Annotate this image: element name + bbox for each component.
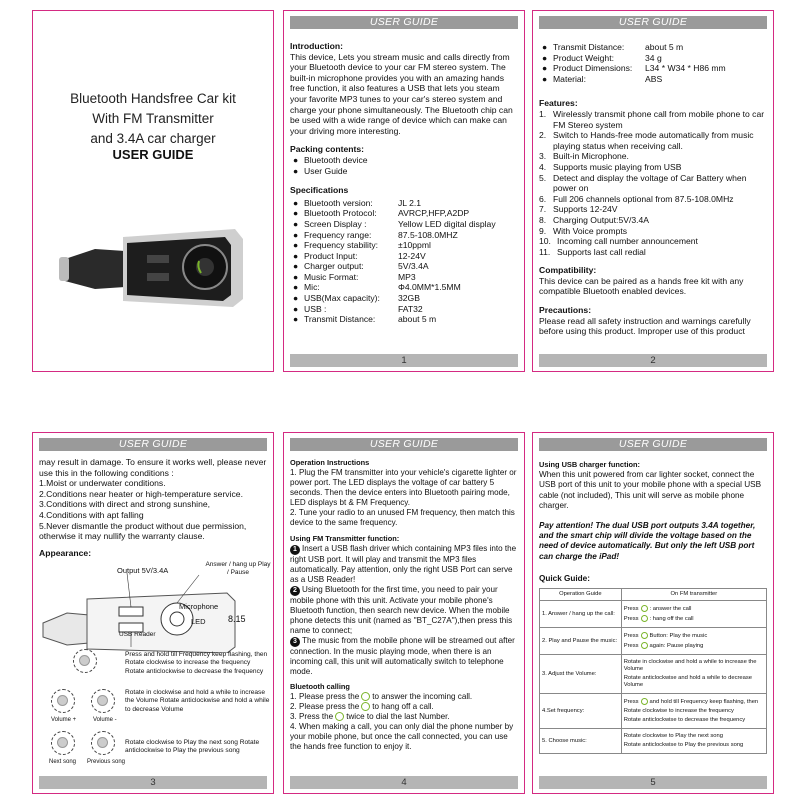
fm-item xyxy=(290,636,518,677)
features-list xyxy=(539,109,767,257)
cover-title-line-2: With FM Transmitter xyxy=(92,111,214,126)
spec-row xyxy=(290,219,518,230)
condition-line: 4.Conditions with apt falling xyxy=(39,509,144,520)
bullet-icon: ● xyxy=(293,240,299,251)
page-4-content xyxy=(290,458,518,752)
knob-volume-down-icon xyxy=(91,689,115,713)
bullet-icon: ● xyxy=(542,52,548,63)
instruction-pre: Press xyxy=(623,643,639,650)
precautions-heading: Precautions: xyxy=(539,305,592,316)
spec-value: 5V/3.4A xyxy=(398,261,429,272)
spec-key: Material: xyxy=(553,73,586,84)
packing-item-label: Bluetooth device xyxy=(304,154,368,165)
bt-line-pre: 2. Please press the xyxy=(290,702,360,711)
spec-key: Mic: xyxy=(304,282,320,293)
feature-item xyxy=(539,109,767,130)
spec-heading: Specifications xyxy=(290,185,349,196)
spec-row xyxy=(290,198,518,209)
spec-key: Product Input: xyxy=(304,250,358,261)
instruction-post: : hang off the call xyxy=(649,616,694,623)
bt-list xyxy=(290,692,518,722)
spec-value: FAT32 xyxy=(398,303,423,314)
spec-key: Product Dimensions: xyxy=(553,63,633,74)
feature-item xyxy=(539,226,767,237)
condition-line: 5.Never dismantle the product without due permission, otherwise it may nullify the warranty clause. xyxy=(39,520,247,542)
condition-line: 3.Conditions with direct and strong sunshine, xyxy=(39,499,211,510)
phone-icon xyxy=(361,692,370,701)
label-usb-reader: USB Reader xyxy=(119,631,156,638)
spec-value: Yellow LED digital display xyxy=(398,218,496,229)
table-row xyxy=(540,729,767,754)
feature-text: Full 206 channels optional from 87.5-108.0MHz xyxy=(553,193,734,204)
quick-guide-instruction xyxy=(621,601,766,628)
instruction-post: : answer the call xyxy=(649,606,692,613)
spec-key: Transmit Distance: xyxy=(304,314,376,325)
page-5-panel xyxy=(532,432,774,794)
spec-row xyxy=(290,208,518,219)
condition-line: 1.Moist or underwater conditions. xyxy=(39,478,166,489)
feature-number: 5. xyxy=(539,172,547,183)
bt-line xyxy=(290,692,518,702)
spec-row xyxy=(290,304,518,315)
page-1-content xyxy=(290,41,518,325)
page-2-number: 2 xyxy=(539,354,767,367)
label-microphone: Microphone xyxy=(179,602,219,611)
page-2-content xyxy=(539,42,767,337)
bullet-icon: ● xyxy=(293,293,299,304)
spec-value: Φ4.0MM*1.5MM xyxy=(398,282,461,293)
feature-item xyxy=(539,130,767,151)
spec-key: Bluetooth Protocol: xyxy=(304,208,377,219)
feature-item xyxy=(539,236,767,247)
usb-heading: Using USB charger function: xyxy=(539,460,641,469)
bullet-icon: ● xyxy=(542,63,548,74)
page-5-header: USER GUIDE xyxy=(539,438,767,451)
instruction-pre: Press xyxy=(623,606,639,613)
bullet-icon: ● xyxy=(293,250,299,261)
op-line-2: 2. Tune your radio to an unused FM frequency, then match this device to the same frequency. xyxy=(290,508,515,527)
control-volume-text: Rotate in clockwise and hold a while to increase the Volume Rotate anticlockwise and hold a while to decrease Volume xyxy=(125,689,270,713)
spec-value: JL 2.1 xyxy=(398,197,422,208)
page-2-header: USER GUIDE xyxy=(539,16,767,29)
instruction-line xyxy=(624,742,764,749)
label-display: 8.15 xyxy=(228,614,246,624)
cover-title-line-1: Bluetooth Handsfree Car kit xyxy=(70,91,236,106)
feature-number: 6. xyxy=(539,193,547,204)
page-5-content xyxy=(539,460,767,754)
quick-guide-instruction xyxy=(621,628,766,655)
spec-value: L34 * W34 * H86 mm xyxy=(645,63,726,74)
usb-text: When this unit powered from car lighter socket, connect the USB port of this unit to your mobile phone with a special USB cable (not included), This unit will serve as mobile phone charger. xyxy=(539,470,762,510)
feature-number: 7. xyxy=(539,204,547,215)
spec-key: Bluetooth version: xyxy=(304,197,373,208)
intro-heading: Introduction: xyxy=(290,41,343,51)
bullet-icon: ● xyxy=(293,261,299,272)
instruction-line xyxy=(624,605,764,613)
feature-item xyxy=(539,151,767,162)
instruction-post: Rotate anticlockwise to decrease the frequency xyxy=(623,717,746,724)
intro-text: This device, Lets you stream music and calls directly from your Bluetooth device to your car FM stereo system. The built-in microphone provides you with an amazing hands free function, it also features a USB that lets you steam your favorite MP3 tunes to your car's stereo system and charge your phone simultaneously. The Bluetooth chip can be used with a wide range of device which can make can your driving more interesting. xyxy=(290,51,513,136)
bullet-icon: ● xyxy=(542,42,548,52)
label-answer: Answer / hang up Play / Pause xyxy=(205,561,271,576)
bullet-icon: ● xyxy=(293,282,299,293)
fm-item-text: Using Bluetooth for the first time, you need to pair your mobile phone with this unit. Activate your mobile phone's Bluetooth function, then search new device. When the mobile phone detects this unit (named as "BT_C27A"),then press this name to connect; xyxy=(290,585,513,635)
page-1-number: 1 xyxy=(290,354,518,367)
label-led: LED xyxy=(191,617,206,626)
spec-key: USB : xyxy=(304,303,327,314)
feature-text: Supports music playing from USB xyxy=(553,161,682,172)
spec-row xyxy=(290,282,518,293)
page-3-panel xyxy=(32,432,274,794)
control-song-text: Rotate clockwise to Play the next song Rotate anticlockwise to Play the previous song xyxy=(125,739,260,755)
instruction-post: again: Pause playing xyxy=(649,643,704,650)
quick-guide-operation: 4.Set frequency: xyxy=(540,694,622,729)
packing-heading: Packing contents: xyxy=(290,144,365,155)
table-row xyxy=(540,628,767,655)
precautions-text: Please read all safety instruction and warnings carefully before using this product. Improper use of this product xyxy=(539,315,751,337)
bullet-icon: ● xyxy=(293,197,299,208)
control-frequency-text: Press and hold till Frequency keep flashing, then Rotate clockwise to increase the frequency Rotate anticlockwise to decrease the frequency xyxy=(125,651,268,675)
bt-line-pre: 3. Press the xyxy=(290,712,334,721)
spec-row xyxy=(539,42,767,53)
quick-guide-col-operation: Operation Guide xyxy=(540,589,622,601)
feature-number: 11. xyxy=(539,246,551,257)
page-1-panel xyxy=(283,10,525,372)
spec-row xyxy=(290,293,518,304)
feature-item xyxy=(539,204,767,215)
page-3-number: 3 xyxy=(39,776,267,789)
spec-row xyxy=(539,74,767,85)
packing-item: ● Bluetooth device xyxy=(293,154,368,165)
feature-text: Supports 12-24V xyxy=(553,204,618,215)
knob-icon xyxy=(641,642,648,649)
spec-value: ABS xyxy=(645,73,663,84)
page-3-header: USER GUIDE xyxy=(39,438,267,451)
quick-guide-operation: 1. Answer / hang up the call: xyxy=(540,601,622,628)
label-output: Output 5V/3.4A xyxy=(117,566,169,575)
fm-item-number: 2 xyxy=(290,586,300,596)
spec-key: Transmit Distance: xyxy=(553,42,625,52)
instruction-line xyxy=(624,632,764,640)
feature-number: 1. xyxy=(539,108,547,119)
fm-list xyxy=(290,544,518,677)
spec-row xyxy=(290,272,518,283)
cover-subtitle: USER GUIDE xyxy=(112,147,194,162)
fm-item-number: 1 xyxy=(290,545,300,555)
spec-value: ±10ppml xyxy=(398,240,431,251)
spec-key: Screen Display : xyxy=(304,218,367,229)
compat-text: This device can be paired as a hands free kit with any compatible Bluetooth enabled devices. xyxy=(539,275,744,297)
bullet-icon: ● xyxy=(293,271,299,282)
bt-line-post: twice to dial the last Number. xyxy=(346,712,450,721)
car-charger-image xyxy=(55,199,255,329)
bullet-icon: ● xyxy=(542,73,548,84)
quick-guide-instruction xyxy=(621,655,766,694)
instruction-post: Rotate clockwise to increase the frequency xyxy=(623,708,734,715)
instruction-line xyxy=(624,708,764,715)
fm-item-number: 3 xyxy=(290,637,300,647)
instruction-line xyxy=(624,698,764,706)
bullet-icon: ● xyxy=(293,303,299,314)
instruction-line xyxy=(624,642,764,650)
packing-item: ● User Guide xyxy=(293,165,348,176)
bullet-icon: ● xyxy=(293,229,299,240)
page-4-panel xyxy=(283,432,525,794)
quick-guide-col-fm: On FM transmitter xyxy=(621,589,766,601)
spec-row xyxy=(290,251,518,262)
spec-value: MP3 xyxy=(398,271,416,282)
cover-title-line-3: and 3.4A car charger xyxy=(90,131,216,146)
compat-heading: Compatibility: xyxy=(539,265,597,276)
op-line-1: 1. Plug the FM transmitter into your vehicle's cigarette lighter or power port. The LED displays the voltage of car battery 5 seconds. Then the device enters into Bluetooth pairing mode, LED displays bt & FM Frequency. xyxy=(290,468,517,507)
bt-line-pre: 1. Please press the xyxy=(290,692,360,701)
spec-key: Charger output: xyxy=(304,261,364,272)
precaution-conditions xyxy=(39,457,267,542)
instruction-post: Rotate clockwise to Play the next song xyxy=(623,733,723,740)
feature-text: Wirelessly transmit phone call from mobile phone to car FM Stereo system xyxy=(553,108,765,130)
quick-guide-table xyxy=(539,588,767,754)
instruction-pre: Press xyxy=(623,633,639,640)
knob-next-song-icon xyxy=(51,731,75,755)
bullet-icon: ● xyxy=(293,314,299,325)
quick-guide-heading: Quick Guide: xyxy=(539,573,590,583)
spec-row xyxy=(290,314,518,325)
instruction-line xyxy=(624,675,764,689)
op-heading: Operation Instructions xyxy=(290,458,370,467)
feature-text: Supports last call redial xyxy=(557,246,646,257)
page-5-number: 5 xyxy=(539,776,767,789)
instruction-line xyxy=(624,733,764,740)
instruction-post: Rotate anticlockwise to Play the previous song xyxy=(623,742,744,749)
feature-number: 10. xyxy=(539,236,551,247)
caption-next-song: Next song xyxy=(49,759,77,765)
spec-key: Frequency stability: xyxy=(304,240,379,251)
feature-text: With Voice prompts xyxy=(553,225,628,236)
fm-item xyxy=(290,544,518,585)
feature-text: Detect and display the voltage of Car Battery when power on xyxy=(553,172,747,194)
quick-guide-instruction xyxy=(621,694,766,729)
quick-guide-instruction xyxy=(621,729,766,754)
table-row xyxy=(540,694,767,729)
knob-icon xyxy=(641,605,648,612)
instruction-line xyxy=(624,615,764,623)
spec-value: AVRCP,HFP,A2DP xyxy=(398,208,470,219)
phone-icon xyxy=(335,712,344,721)
knob-icon xyxy=(641,698,648,705)
cover-title xyxy=(33,89,273,149)
instruction-post: Button: Play the music xyxy=(649,633,708,640)
cover-panel xyxy=(32,10,274,372)
feature-item xyxy=(539,173,767,194)
knob-volume-up-icon xyxy=(51,689,75,713)
instruction-pre: Press xyxy=(623,699,639,706)
spec-value: 34 g xyxy=(645,52,662,63)
bt-line-post: to hang off a call. xyxy=(372,702,434,711)
caption-volume-up: Volume + xyxy=(51,717,77,723)
instruction-pre: Press xyxy=(623,616,639,623)
feature-text: Incoming call number announcement xyxy=(557,236,698,247)
instruction-line xyxy=(624,659,764,673)
spec-key: USB(Max capacity): xyxy=(304,293,380,304)
features-heading: Features: xyxy=(539,98,578,109)
spec-value: about 5 m xyxy=(645,42,684,52)
spec-value: 87.5-108.0MHZ xyxy=(398,229,458,240)
attention-text: Pay attention! The dual USB port outputs 3.4A together, and the smart chip will divide the voltage based on the need of device automatically. But only the left USB port can charge the iPad! xyxy=(539,521,756,561)
instruction-post: Rotate in clockwise and hold a while to increase the Volume xyxy=(623,659,757,673)
spec-row xyxy=(539,63,767,74)
caption-volume-down: Volume - xyxy=(93,717,117,723)
table-row xyxy=(540,601,767,628)
bt-heading: Bluetooth calling xyxy=(290,682,350,691)
spec-row xyxy=(290,230,518,241)
spec-key: Product Weight: xyxy=(553,52,614,63)
spec-list xyxy=(539,42,767,84)
quick-guide-operation: 5. Choose music: xyxy=(540,729,622,754)
spec-value: 12-24V xyxy=(398,250,426,261)
knob-press-icon xyxy=(73,649,97,673)
table-row xyxy=(540,655,767,694)
bullet-icon: ● xyxy=(293,218,299,229)
spec-list xyxy=(290,198,518,325)
packing-item-label: User Guide xyxy=(304,165,348,176)
feature-number: 9. xyxy=(539,225,547,236)
spec-row xyxy=(539,53,767,64)
feature-text: Charging Output:5V/3.4A xyxy=(553,214,650,225)
feature-number: 8. xyxy=(539,214,547,225)
spec-row xyxy=(290,240,518,251)
spec-key: Frequency range: xyxy=(304,229,372,240)
appearance-heading: Appearance: xyxy=(39,547,92,558)
spec-key: Music Format: xyxy=(304,271,359,282)
caption-previous-song: Previous song xyxy=(87,759,126,765)
bt-last: 4. When making a call, you can only dial the phone number by your mobile phone, but once the call connected, you can use the hands free function to enjoy it. xyxy=(290,722,514,751)
condition-line: 2.Conditions near heater or high-temperature service. xyxy=(39,488,243,499)
feature-item xyxy=(539,247,767,258)
fm-item-text: Insert a USB flash driver which containing MP3 files into the right USB port. It will play and transmit the MP3 files automatically. Pay attention, only the right USB Port can serve as a USB Reader! xyxy=(290,544,517,584)
page-4-header: USER GUIDE xyxy=(290,438,518,451)
feature-text: Switch to Hands-free mode automatically from music playing status when receiving call. xyxy=(553,130,754,151)
page-1-header: USER GUIDE xyxy=(290,16,518,29)
instruction-line xyxy=(624,717,764,724)
spec-row xyxy=(290,261,518,272)
quick-guide-operation: 2. Play and Pause the music: xyxy=(540,628,622,655)
bt-line xyxy=(290,712,518,722)
feature-item xyxy=(539,215,767,226)
fm-heading: Using FM Transmitter function: xyxy=(290,534,400,543)
feature-number: 4. xyxy=(539,161,547,172)
quick-guide-header-row xyxy=(540,589,767,601)
feature-text: Built-in Microphone. xyxy=(553,151,629,162)
page-4-number: 4 xyxy=(290,776,518,789)
spec-value: 32GB xyxy=(398,293,420,304)
condition-line: may result in damage. To ensure it works well, please never use this in the following conditions : xyxy=(39,457,267,478)
quick-guide-operation: 3. Adjust the Volume: xyxy=(540,655,622,694)
spec-value: about 5 m xyxy=(398,314,437,325)
fm-item xyxy=(290,585,518,636)
feature-item xyxy=(539,194,767,205)
bt-line-post: to answer the incoming call. xyxy=(372,692,473,701)
knob-icon xyxy=(641,632,648,639)
page-3-content xyxy=(39,457,267,558)
bt-line xyxy=(290,702,518,712)
instruction-post: and hold till Frequency keep flashing, then xyxy=(649,699,759,706)
feature-number: 2. xyxy=(539,130,547,141)
page-2-panel xyxy=(532,10,774,372)
feature-item xyxy=(539,162,767,173)
knob-icon xyxy=(641,615,648,622)
bullet-icon: ● xyxy=(293,208,299,219)
knob-prev-song-icon xyxy=(91,731,115,755)
feature-number: 3. xyxy=(539,151,547,162)
phone-icon xyxy=(361,702,370,711)
instruction-post: Rotate anticlockwise and hold a while to decrease Volume xyxy=(623,675,752,689)
fm-item-text: The music from the mobile phone will be streamed out after connection. In the music playing mode, when there is an incoming call, this unit will automatically switch to telephone mode. xyxy=(290,636,515,676)
